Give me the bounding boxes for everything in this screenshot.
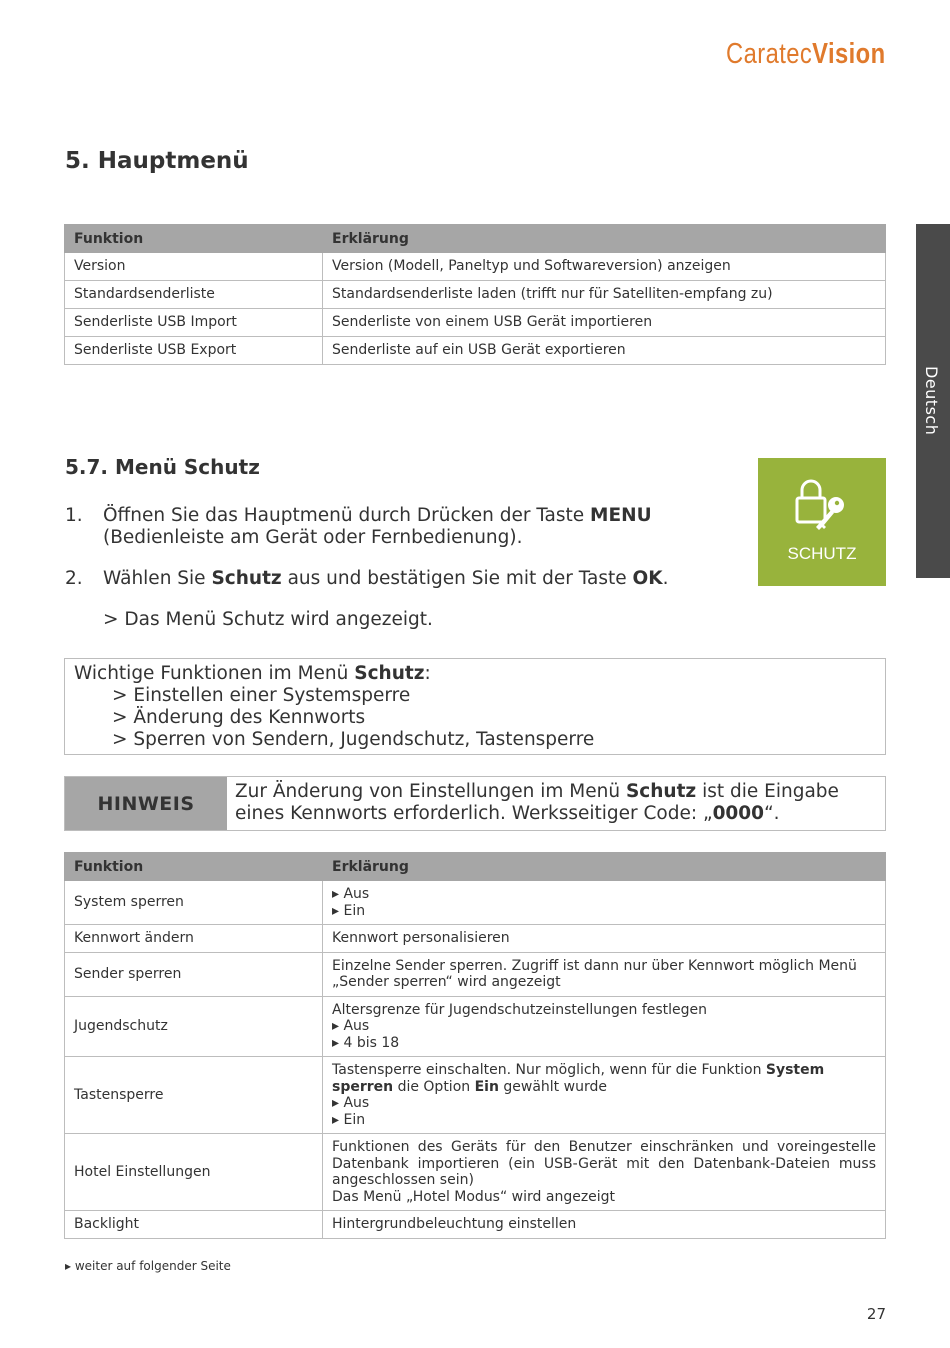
language-side-tab bbox=[916, 224, 950, 578]
table-cell bbox=[323, 1134, 886, 1211]
table-cell bbox=[323, 996, 886, 1057]
table-cell: Tastensperre bbox=[65, 1057, 323, 1134]
column-header: Erklärung bbox=[323, 225, 886, 253]
table-cell: Version bbox=[65, 253, 323, 281]
column-header: Funktion bbox=[65, 225, 323, 253]
option-item: ▸ Aus bbox=[332, 1095, 370, 1111]
hinweis-note bbox=[64, 776, 886, 831]
table-cell: Jugendschutz bbox=[65, 996, 323, 1057]
table-cell: Version (Modell, Paneltyp und Softwareversion) anzeigen bbox=[323, 253, 886, 281]
section-title: 5. Hauptmenü bbox=[65, 148, 249, 174]
table-row bbox=[65, 1134, 886, 1211]
table-header-row bbox=[65, 853, 886, 881]
continued-footnote: ▸ weiter auf folgender Seite bbox=[65, 1259, 231, 1273]
column-header: Erklärung bbox=[323, 853, 886, 881]
step-number: 1. bbox=[65, 505, 83, 526]
info-list-item: > Einstellen einer Systemsperre bbox=[112, 685, 411, 706]
table-cell: Senderliste USB Export bbox=[65, 337, 323, 365]
option-item: ▸ Ein bbox=[332, 1111, 366, 1128]
table-cell: Sender sperren bbox=[65, 952, 323, 996]
step-key: MENU bbox=[590, 505, 652, 526]
page-number: 27 bbox=[866, 1305, 886, 1323]
table-row bbox=[65, 281, 886, 309]
table-cell bbox=[323, 881, 886, 925]
hinweis-label: HINWEIS bbox=[65, 777, 227, 830]
option-item: Altersgrenze für Jugendschutzeinstellungen festlegen bbox=[332, 1001, 708, 1018]
step-text: Öffnen Sie das Hauptmenü durch Drücken der Taste bbox=[103, 505, 591, 526]
column-header: Funktion bbox=[65, 853, 323, 881]
step-item bbox=[65, 505, 735, 549]
step-key: OK bbox=[632, 568, 663, 589]
option-item: ▸ Aus bbox=[332, 886, 370, 902]
functions-info-box bbox=[64, 658, 886, 755]
instruction-steps bbox=[65, 505, 735, 609]
table-cell: Standardsenderliste bbox=[65, 281, 323, 309]
step-text: aus und bestätigen Sie mit der Taste bbox=[281, 568, 633, 589]
table-cell: Standardsenderliste laden (trifft nur für Satelliten-empfang zu) bbox=[323, 281, 886, 309]
step-result: > Das Menü Schutz wird angezeigt. bbox=[103, 609, 433, 630]
table-cell: Hintergrundbeleuchtung einstellen bbox=[323, 1211, 886, 1239]
table-row bbox=[65, 309, 886, 337]
table-cell: Einzelne Sender sperren. Zugriff ist dann nur über Kennwort möglich Menü „Sender sperren“ wird angezeigt bbox=[323, 952, 886, 996]
cell-description: Funktionen des Geräts für den Benutzer einschränken und voreingestelle Datenbank importieren (ein USB-Gerät mit den Datenbank-Dateien muss angeschlossen sein) bbox=[332, 1139, 876, 1188]
schutz-icon-label: SCHUTZ bbox=[787, 544, 857, 563]
lock-key-icon bbox=[794, 478, 850, 534]
schutz-table bbox=[64, 852, 886, 1239]
table-row bbox=[65, 881, 886, 925]
table-row bbox=[65, 952, 886, 996]
step-text: Wählen Sie bbox=[103, 568, 212, 589]
step-text: (Bedienleiste am Gerät oder Fernbedienung). bbox=[103, 527, 523, 548]
schutz-menu-icon bbox=[758, 458, 886, 586]
side-tab-label: Deutsch bbox=[922, 366, 941, 436]
step-text: . bbox=[662, 568, 669, 589]
table-cell: System sperren bbox=[65, 881, 323, 925]
info-list-item: > Sperren von Sendern, Jugendschutz, Tastensperre bbox=[112, 729, 595, 750]
table-cell: Senderliste auf ein USB Gerät exportieren bbox=[323, 337, 886, 365]
info-list-item: > Änderung des Kennworts bbox=[112, 707, 366, 728]
step-key: Schutz bbox=[211, 568, 282, 589]
option-item: ▸ Aus bbox=[332, 1018, 370, 1034]
cell-description: Tastensperre einschalten. Nur möglich, wenn für die Funktion System sperren die Option Ein gewählt wurde bbox=[332, 1062, 825, 1095]
info-intro: Wichtige Funktionen im Menü Schutz: bbox=[74, 663, 431, 684]
subsection-title: 5.7. Menü Schutz bbox=[65, 455, 260, 479]
cell-description: Das Menü „Hotel Modus“ wird angezeigt bbox=[332, 1188, 616, 1205]
table-row bbox=[65, 1211, 886, 1239]
table-cell bbox=[323, 1057, 886, 1134]
table-cell: Kennwort personalisieren bbox=[323, 925, 886, 953]
brand-logo: CaratecVision bbox=[726, 38, 886, 70]
table-cell: Backlight bbox=[65, 1211, 323, 1239]
step-number: 2. bbox=[65, 568, 83, 589]
table-header-row bbox=[65, 225, 886, 253]
table-row bbox=[65, 253, 886, 281]
step-item bbox=[65, 568, 735, 590]
table-cell: Hotel Einstellungen bbox=[65, 1134, 323, 1211]
table-row bbox=[65, 337, 886, 365]
hauptmenu-table bbox=[64, 224, 886, 365]
table-cell: Senderliste von einem USB Gerät importieren bbox=[323, 309, 886, 337]
option-item: ▸ Ein bbox=[332, 902, 366, 919]
table-cell: Kennwort ändern bbox=[65, 925, 323, 953]
table-row bbox=[65, 996, 886, 1057]
option-item: ▸ 4 bis 18 bbox=[332, 1034, 400, 1051]
table-row bbox=[65, 925, 886, 953]
table-cell: Senderliste USB Import bbox=[65, 309, 323, 337]
table-row bbox=[65, 1057, 886, 1134]
hinweis-text: Zur Änderung von Einstellungen im Menü Schutz ist die Eingabe eines Kennworts erforderlich. Werksseitiger Code: „0000“. bbox=[235, 781, 839, 824]
